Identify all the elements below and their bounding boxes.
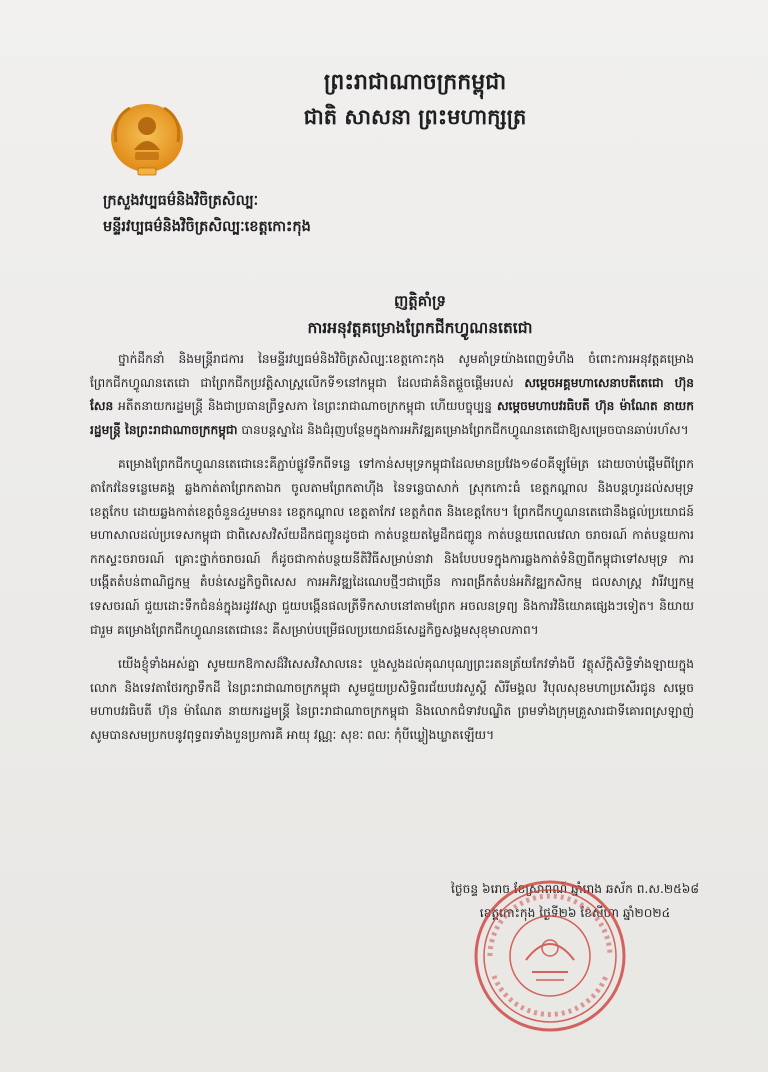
official-seal-icon xyxy=(470,876,630,1036)
paragraph-1-bold-b: សម្តេចមហាបវរធិបតី ហ៊ុន ម៉ាណែត នាយករដ្ឋមន្ត្រី នៃព្រះរាជាណាចក្រកម្ពុជា xyxy=(90,399,694,437)
letter-body xyxy=(90,348,694,759)
ministry-name: ក្រសួងវប្បធម៌និងវិចិត្រសិល្បៈ xyxy=(103,192,259,209)
document-type: ញត្តិគាំទ្រ xyxy=(393,292,447,310)
paragraph-1-bold-a: សម្តេចអគ្គមហាសេនាបតីតេជោ ហ៊ុន សែន xyxy=(90,375,694,414)
paragraph-1-text-a: ថ្នាក់ដឹកនាំ និងមន្ត្រីរាជការ នៃមន្ទីរវប្បធម៌និងវិចិត្រសិល្បៈខេត្តកោះកុង សូមគាំទ្រយ៉ាងពេញទំហឹង ចំពោះការអនុវត្តគម្រោងព្រែកជីកហ្វូណនតេជោ ជាព្រែកជីកប្រវត្តិសាស្ត្រលើកទី១នៅកម្ពុជា ដែលជាគំនិតផ្តួចផ្តើមរបស់ xyxy=(90,352,694,390)
paragraph-2: គម្រោងព្រែកជីកហ្វូណនតេជោនេះគឺភ្ជាប់ផ្លូវទឹកពីទន្លេ ទៅកាន់សមុទ្រកម្ពុជាដែលមានប្រវែង១៨០គីឡូម៉ែត្រ ដោយចាប់ផ្តើមពីព្រែកតាកែវនៃទន្លេមេគង្គ ឆ្លងកាត់តាព្រែកតាឯក ចូលតាមព្រែកតាហ៊ីង នៃទន្លេបាសាក់ ស្រុកកោះធំ ខេត្តកណ្តាល និងបន្តហូរដល់សមុទ្រខេត្តកែប ដោយឆ្លងកាត់ខេត្តចំនួន៤រួមមាន៖ ខេត្តកណ្តាល ខេត្តតាកែវ ខេត្តកំពត និងខេត្តកែប។ ព្រែកជីកហ្វូណនតេជោនឹងផ្តល់ប្រយោជន៍មហាសាលដល់ប្រទេសកម្ពុជា ជាពិសេសវិស័យដឹកជញ្ជូនដូចជា កាត់បន្ថយតម្លៃដឹកជញ្ជូន កាត់បន្ថយពេលវេលា ចរាចរណ៍ កាត់បន្ថយការកកស្ទះចរាចរណ៍ គ្រោះថ្នាក់ចរាចរណ៍ ក៏ដូចជាកាត់បន្ថយនីតិវិធីសម្រាប់នាវា និងបែបបទក្នុងការឆ្លងកាត់ទំនិញពីកម្ពុជាទៅសមុទ្រ ការបង្កើតតំបន់ពាណិជ្ជកម្ម តំបន់សេដ្ឋកិច្ចពិសេស ការអភិវឌ្ឍដៃណេបថ្មីៗជាច្រើន ការពង្រីកតំបន់អភិវឌ្ឍកសិកម្ម ជលសាស្ត្រ វារីវប្បកម្ម ទេសចរណ៍ ជួយដោះទឹកជំនន់ក្នុងរដូវវស្សា ជួយបង្កើនផលត្រីទឹកសាបនៅតាមព្រែក អចលនទ្រព្យ និងការវិនិយោគផ្សេងៗទៀត។ និយាយជារួម គម្រោងព្រែកជីកហ្វូណនតេជោនេះ គឺសម្រាប់បម្រើផលប្រយោជន៍សេដ្ឋកិច្ចសង្គមសុខុមាលភាព។ xyxy=(90,457,694,637)
department-name: មន្ទីរវប្បធម៌និងវិចិត្រសិល្បៈខេត្តកោះកុង xyxy=(103,218,311,235)
national-motto: ជាតិ សាសនា ព្រះមហាក្សត្រ xyxy=(303,104,527,129)
solar-date: ខេត្តកោះកុង ថ្ងៃទី២៦ ខែសីហា ឆ្នាំ២០២៤ xyxy=(479,906,671,920)
ministry-emblem-icon xyxy=(104,98,190,182)
paragraph-1 xyxy=(90,348,694,442)
paragraph-3: យើងខ្ញុំទាំងអស់គ្នា សូមយកឱកាសដ៏វិសេសវិសាលនេះ បួងសួងដល់គុណបុណ្យព្រះរតនត្រ័យកែវទាំងបី វត្ថុស័ក្តិសិទ្ធិទាំងឡាយក្នុងលោក និងទេវតាថែរក្សាទឹកដី នៃព្រះរាជាណាចក្រកម្ពុជា សូមជួយប្រសិទ្ធិពរជ័យបវរសួស្តី សិរីមង្គល វិបុលសុខមហាប្រសើរជូន សម្តេចមហាបវរធិបតី ហ៊ុន ម៉ាណែត នាយករដ្ឋមន្ត្រី នៃព្រះរាជាណាចក្រកម្ពុជា និងលោកជំទាវបណ្ឌិត ព្រមទាំងក្រុមគ្រួសារជាទីគោរពស្រឡាញ់ សូមបានសមប្រកបនូវពុទ្ធពរទាំងបួនប្រការគឺ អាយុ វណ្ណៈ សុខៈ ពលៈ កុំបីឃ្លៀងឃ្លាតឡើយ។ xyxy=(90,657,694,742)
kingdom-heading: ព្រះរាជាណាចក្រកម្ពុជា xyxy=(323,69,507,95)
document-title: ការអនុវត្តគម្រោងព្រែកជីកហ្វូណនតេជោ xyxy=(307,318,533,337)
paragraph-1-text-b: អតីតនាយករដ្ឋមន្ត្រី និងជាប្រធានព្រឹទ្ធសភា នៃព្រះរាជាណាចក្រកម្ពុជា ហើយបច្ចុប្បន្ន xyxy=(113,399,497,414)
paragraph-1-text-c: បានបន្តស្នាដៃ និងជំរុញបន្ថែមក្នុងការអភិវឌ្ឍគម្រោងព្រែកជីកហ្វូណនតេជោឱ្យសម្រេចបានឆាប់រហ័ស។ xyxy=(237,422,689,437)
lunar-date: ថ្ងៃចន្ទ ៦រោច ខែស្រាពណ៍ ឆ្នាំរោង ឆស័ក ព.ស.២៥៦៨ xyxy=(451,882,699,896)
